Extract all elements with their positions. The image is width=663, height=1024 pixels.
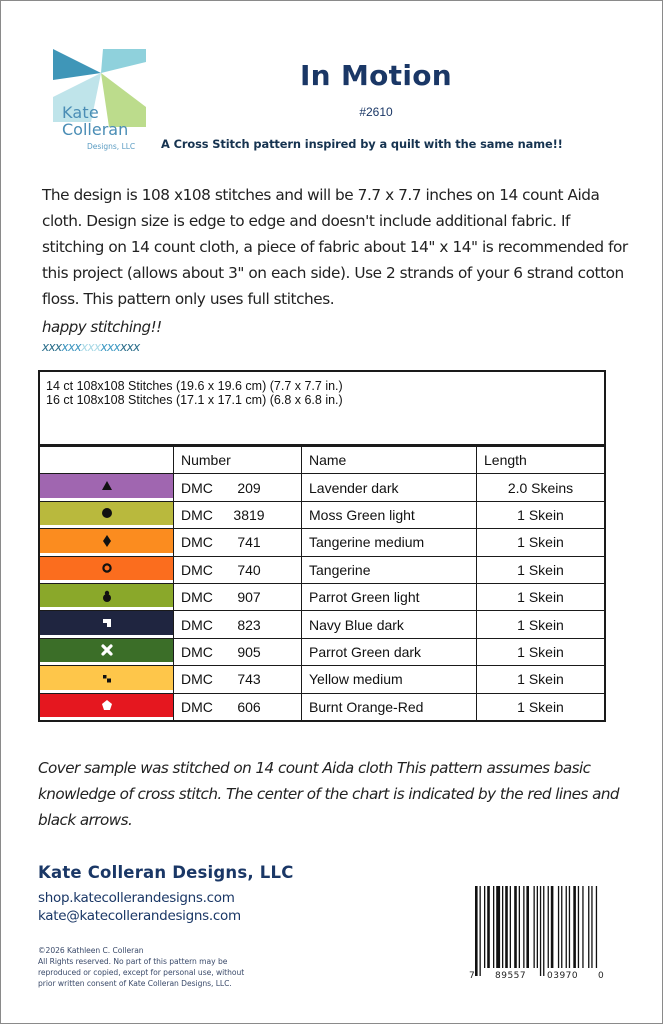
floss-brand: DMC: [181, 671, 213, 688]
website-link[interactable]: shop.katecollerandesigns.com: [38, 890, 235, 906]
header-swatch: [39, 446, 174, 474]
barcode-digit-check: 0: [598, 971, 604, 981]
barcode-bar: [505, 886, 508, 968]
barcode-bar: [561, 886, 562, 968]
notched-square-icon: [101, 617, 113, 629]
color-swatch: [40, 584, 173, 607]
pentagon-icon: [101, 699, 113, 711]
color-swatch-cell: [39, 501, 174, 528]
floss-brand: DMC: [181, 479, 213, 496]
barcode-bar: [480, 886, 481, 976]
floss-number-cell: [174, 474, 302, 501]
email-link[interactable]: kate@katecollerandesigns.com: [38, 908, 241, 924]
barcode-bar: [523, 886, 524, 968]
size-14ct: 14 ct 108x108 Stitches (19.6 x 19.6 cm) (7.7 x 7.7 in.): [46, 379, 343, 393]
cover-note: Cover sample was stitched on 14 count Aida cloth This pattern assumes basic knowledge of cross stitch. The center of the chart is indicated by the red lines and black arrows.: [38, 759, 619, 829]
barcode-bar: [591, 886, 592, 968]
stitch-size-box: [38, 370, 606, 446]
floss-brand: DMC: [181, 506, 213, 523]
header-length: Length: [477, 446, 606, 474]
logo-blade-bottom-right: [101, 73, 146, 127]
floss-length: 1 Skein: [477, 529, 606, 556]
header-name: Name: [302, 446, 477, 474]
color-swatch-cell: [39, 474, 174, 501]
barcode-bar: [588, 886, 589, 968]
header-number: Number: [174, 446, 302, 474]
stitch-segment: xxx: [120, 340, 140, 354]
barcode-digit-first: 7: [469, 971, 475, 981]
floss-name: Parrot Green dark: [302, 638, 477, 665]
floss-number-cell: [174, 583, 302, 610]
color-swatch-cell: [39, 638, 174, 665]
barcode-bar: [548, 886, 549, 968]
stitch-segment: xxx: [61, 340, 82, 354]
floss-row: [39, 529, 605, 556]
floss-number-cell: [174, 529, 302, 556]
barcode-bar: [484, 886, 485, 968]
barcode-bar: [566, 886, 567, 968]
logo-blade-top-left: [53, 49, 101, 80]
signoff-text: happy stitching!!: [42, 318, 162, 336]
floss-number: 606: [237, 698, 261, 715]
logo-text-designs: Designs, LLC: [87, 142, 136, 151]
floss-number: 209: [237, 479, 261, 496]
floss-name: Navy Blue dark: [302, 611, 477, 638]
floss-length: 2.0 Skeins: [477, 474, 606, 501]
floss-number-cell: [174, 693, 302, 721]
x-mark-icon: [101, 644, 113, 656]
barcode-bar: [551, 886, 554, 968]
copyright-line: reproduced or copied, except for personal use, without: [38, 968, 245, 977]
floss-number-cell: [174, 638, 302, 665]
floss-number: 823: [237, 616, 261, 633]
copyright-notice: [38, 945, 328, 989]
floss-brand: DMC: [181, 616, 213, 633]
filled-circle-icon: [101, 507, 113, 519]
floss-name: Lavender dark: [302, 474, 477, 501]
floss-name: Burnt Orange-Red: [302, 693, 477, 721]
upc-barcode: [467, 881, 607, 991]
color-swatch-cell: [39, 693, 174, 721]
barcode-bar: [596, 886, 597, 968]
floss-brand: DMC: [181, 589, 213, 606]
design-description: The design is 108 x108 stitches and will be 7.7 x 7.7 inches on 14 count Aida cloth. Design size is edge to edge and doesn't include additional fabric. If stitching on 14 count cloth, a piece of fabric about 14" x 14" is recommended for this project (allows about 3" on each side). Use 2 strands of your 6 strand cotton floss. This pattern only uses full stitches.: [42, 186, 628, 308]
floss-row: [39, 556, 605, 583]
stitch-segment: xxx: [81, 340, 101, 354]
floss-name: Tangerine: [302, 556, 477, 583]
floss-number-cell: [174, 666, 302, 693]
barcode-bar: [487, 886, 490, 968]
brand-logo: [51, 47, 151, 157]
floss-name: Yellow medium: [302, 666, 477, 693]
barcode-bar: [578, 886, 579, 968]
barcode-bar: [534, 886, 535, 968]
barcode-bar: [569, 886, 570, 968]
barcode-digits-left: 89557: [495, 971, 527, 981]
color-swatch-cell: [39, 583, 174, 610]
barcode-bar: [519, 886, 520, 968]
barcode-bar: [537, 886, 538, 968]
floss-number: 3819: [233, 506, 265, 523]
triangle-icon: [101, 480, 113, 492]
barcode-bar: [496, 886, 500, 968]
barcode-bar: [540, 886, 541, 976]
color-swatch: [40, 529, 173, 552]
floss-number-cell: [174, 611, 302, 638]
stitch-segment: xxx: [100, 340, 121, 354]
floss-brand: DMC: [181, 561, 213, 578]
barcode-bar: [510, 886, 511, 968]
barcode-bar: [543, 886, 544, 976]
color-swatch: [40, 502, 173, 525]
logo-text-colleran: Colleran: [62, 120, 129, 139]
color-swatch: [40, 666, 173, 689]
color-swatch-cell: [39, 529, 174, 556]
floss-row: [39, 501, 605, 528]
floss-row: [39, 666, 605, 693]
color-swatch-cell: [39, 666, 174, 693]
floss-row: [39, 693, 605, 721]
floss-brand: DMC: [181, 698, 213, 715]
pattern-title: In Motion: [299, 59, 453, 92]
copyright-line: prior written consent of Kate Colleran Designs, LLC.: [38, 979, 232, 988]
floss-name: Moss Green light: [302, 501, 477, 528]
barcode-digits-right: 03970: [547, 971, 579, 981]
barcode-bar: [582, 886, 583, 968]
copyright-line: ©2026 Kathleen C. Colleran: [38, 946, 144, 955]
barcode-bar: [573, 886, 576, 968]
floss-brand: DMC: [181, 643, 213, 660]
floss-table-header: [39, 446, 605, 474]
pawn-icon: [101, 590, 113, 602]
floss-length: 1 Skein: [477, 666, 606, 693]
floss-length: 1 Skein: [477, 638, 606, 665]
barcode-bar: [526, 886, 529, 968]
stitch-decoration: [42, 340, 140, 354]
floss-length: 1 Skein: [477, 556, 606, 583]
floss-brand: DMC: [181, 534, 213, 551]
stitch-segment: xxx: [42, 340, 62, 354]
color-swatch-cell: [39, 611, 174, 638]
barcode-bars: [467, 881, 607, 977]
floss-number: 740: [237, 561, 261, 578]
company-name: Kate Colleran Designs, LLC: [38, 863, 294, 882]
color-swatch: [40, 611, 173, 634]
floss-length: 1 Skein: [477, 583, 606, 610]
ring-icon: [101, 562, 113, 574]
pattern-number: #2610: [359, 105, 393, 119]
floss-name: Tangerine medium: [302, 529, 477, 556]
barcode-bar: [493, 886, 494, 968]
floss-row: [39, 583, 605, 610]
copyright-line: All Rights reserved. No part of this pattern may be: [38, 957, 228, 966]
size-16ct: 16 ct 108x108 Stitches (17.1 x 17.1 cm) (6.8 x 6.8 in.): [46, 393, 343, 407]
floss-length: 1 Skein: [477, 693, 606, 721]
diagonal-squares-icon: [101, 672, 113, 684]
floss-number: 743: [237, 671, 261, 688]
barcode-bar: [558, 886, 559, 968]
floss-table: [38, 444, 606, 722]
floss-length: 1 Skein: [477, 501, 606, 528]
floss-row: [39, 611, 605, 638]
floss-row: [39, 474, 605, 501]
barcode-bar: [502, 886, 503, 968]
floss-number: 741: [237, 534, 261, 551]
floss-name: Parrot Green light: [302, 583, 477, 610]
floss-length: 1 Skein: [477, 611, 606, 638]
color-swatch: [40, 694, 173, 717]
barcode-bar: [475, 886, 478, 976]
floss-row: [39, 638, 605, 665]
logo-text-kate: Kate: [62, 103, 99, 122]
color-swatch: [40, 474, 173, 497]
pattern-subtitle: A Cross Stitch pattern inspired by a quilt with the same name!!: [161, 137, 563, 151]
floss-number-cell: [174, 556, 302, 583]
floss-number-cell: [174, 501, 302, 528]
diamond-icon: [101, 535, 113, 547]
floss-number: 905: [237, 643, 261, 660]
color-swatch-cell: [39, 556, 174, 583]
color-swatch: [40, 639, 173, 662]
color-swatch: [40, 557, 173, 580]
floss-number: 907: [237, 589, 261, 606]
barcode-bar: [514, 886, 517, 968]
logo-blade-top-right: [101, 49, 146, 73]
